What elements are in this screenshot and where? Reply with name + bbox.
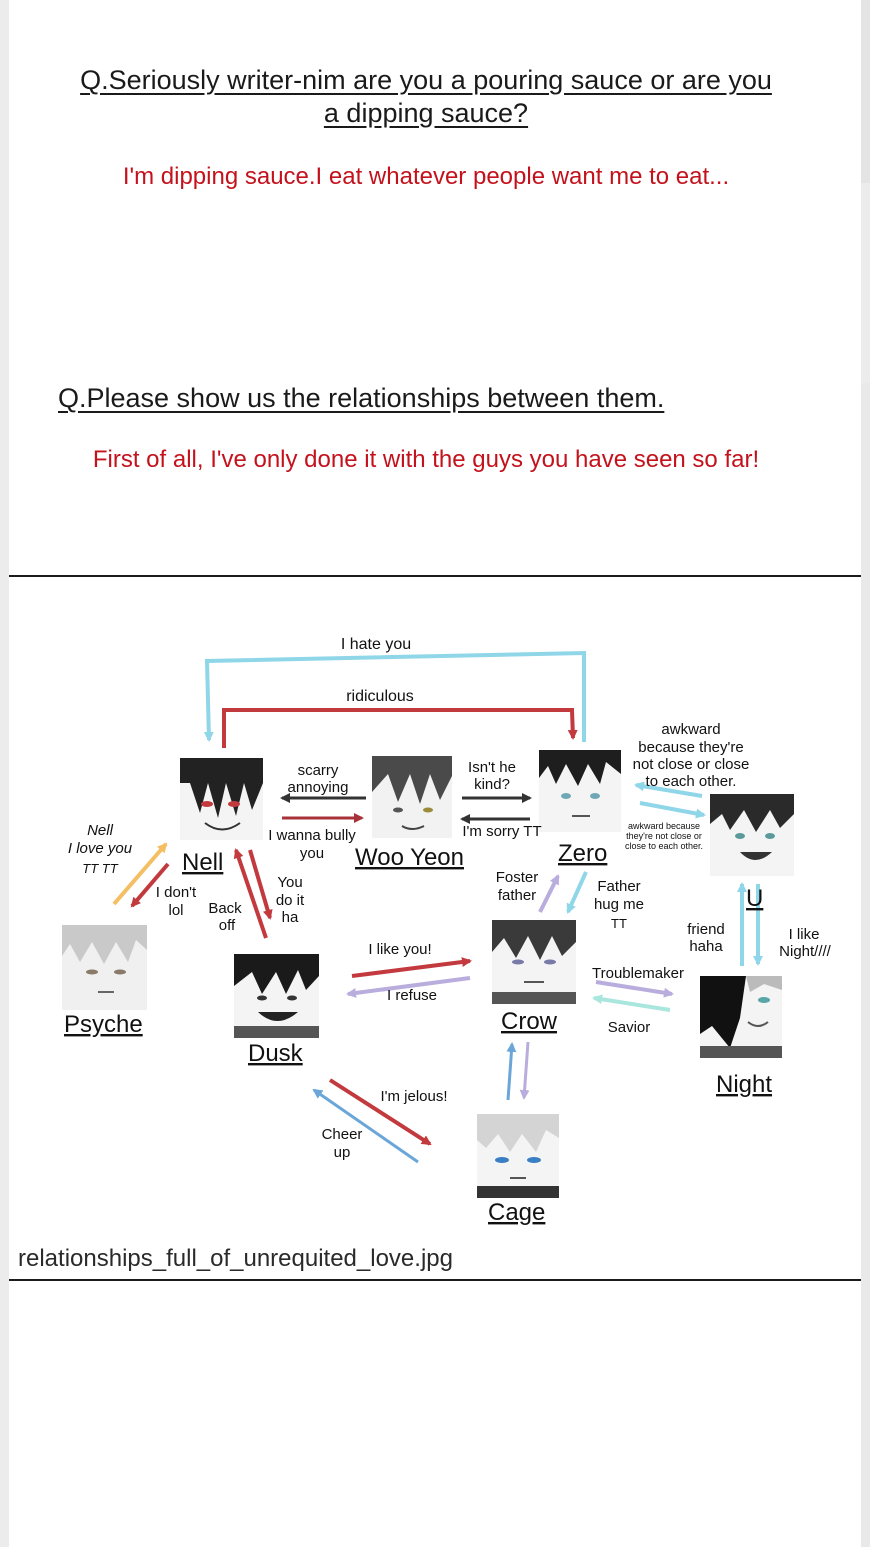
right-edge-shade <box>861 0 870 183</box>
label-you-do-it-3: ha <box>281 909 299 926</box>
u-portrait <box>710 794 794 876</box>
name-zero: Zero <box>558 840 608 867</box>
crow-portrait <box>492 920 576 1004</box>
name-cage: Cage <box>488 1199 546 1226</box>
name-night: Night <box>716 1071 773 1098</box>
arrow-troublemaker <box>596 982 672 994</box>
label-you-do-it-2: do it <box>275 892 305 909</box>
arrow-crow-to-cage <box>524 1042 528 1098</box>
label-i-refuse: I refuse <box>386 987 438 1004</box>
label-awkward-1: awkward <box>661 721 721 738</box>
label-father-hug-1: Father <box>597 878 641 895</box>
label-friend-1: friend <box>687 921 725 938</box>
question-1-line-1: Q.Seriously writer-nim are you a pouring sauce or are you <box>80 65 772 95</box>
psyche-portrait <box>62 925 147 1010</box>
label-scarry: scarry <box>297 762 339 779</box>
name-dusk: Dusk <box>248 1040 303 1067</box>
label-cheer-2: up <box>333 1144 351 1161</box>
arrow-i-like-you <box>352 961 470 976</box>
label-cheer-1: Cheer <box>321 1126 363 1143</box>
label-father-hug-2: hug me <box>593 896 645 913</box>
woo-yeon-portrait <box>372 756 452 838</box>
label-isnt-he: Isn't he <box>468 759 516 776</box>
label-nell-love-2: I love you <box>67 840 133 857</box>
label-nell-love-3: TT TT <box>82 861 118 876</box>
name-crow: Crow <box>501 1008 558 1035</box>
divider-top <box>9 575 861 577</box>
label-savior: Savior <box>607 1019 651 1036</box>
zero-portrait <box>539 750 621 832</box>
name-woo-yeon: Woo Yeon <box>355 844 464 871</box>
label-awkward-2: because they're <box>638 739 744 756</box>
label-i-like-night-1: I like <box>788 926 820 943</box>
divider-bottom <box>9 1279 861 1281</box>
label-i-like-you: I like you! <box>368 941 432 958</box>
label-father-hug-3: TT <box>611 916 627 931</box>
label-you-do-it-1: You <box>277 874 303 891</box>
label-back-off-2: off <box>218 917 236 934</box>
label-you: you <box>299 845 325 862</box>
label-small-awkward-2: they're not close or <box>626 831 702 841</box>
label-foster-2: father <box>497 887 537 904</box>
label-i-hate-you: I hate you <box>340 636 412 653</box>
arrow-you-do-it-ha <box>250 850 270 918</box>
night-portrait <box>700 976 782 1058</box>
relationship-diagram <box>0 578 870 1268</box>
label-annoying: annoying <box>287 779 349 796</box>
label-awkward-3: not close or close <box>632 756 750 773</box>
label-im-sorry: I'm sorry TT <box>462 823 542 840</box>
name-nell: Nell <box>182 849 224 876</box>
label-friend-2: haha <box>689 938 723 955</box>
label-i-like-night-2: Night//// <box>779 943 831 960</box>
arrow-father-hug-me <box>568 872 586 912</box>
label-awkward-4: to each other. <box>645 773 737 790</box>
label-back-off-1: Back <box>208 900 242 917</box>
label-ridiculous: ridiculous <box>346 688 414 705</box>
label-small-awkward-1: awkward because <box>627 821 701 831</box>
label-small-awkward-3: close to each other. <box>624 841 704 851</box>
cage-portrait <box>477 1114 559 1198</box>
label-kind: kind? <box>474 776 510 793</box>
label-nell-love-1: Nell <box>87 822 113 839</box>
label-im-jelous: I'm jelous! <box>380 1088 448 1105</box>
arrow-savior <box>594 998 670 1010</box>
name-psyche: Psyche <box>64 1011 143 1038</box>
arrow-awkward-2 <box>640 803 704 815</box>
arrow-ridiculous <box>224 710 573 748</box>
arrow-foster-father <box>540 876 558 912</box>
name-u: U <box>746 885 764 912</box>
label-i-dont-1: I don't <box>155 884 197 901</box>
label-troublemaker: Troublemaker <box>592 965 684 982</box>
question-2: Q.Please show us the relationships between them. <box>58 383 665 413</box>
arrow-cage-to-crow <box>508 1044 512 1100</box>
label-i-wanna-bully: I wanna bully <box>268 827 356 844</box>
dusk-portrait <box>234 954 319 1038</box>
question-1-line-2: a dipping sauce? <box>323 98 529 128</box>
answer-2: First of all, I've only done it with the guys you have seen so far! <box>92 446 760 473</box>
label-i-dont-2: lol <box>168 902 184 919</box>
nell-portrait <box>180 758 263 840</box>
answer-1: I'm dipping sauce.I eat whatever people want me to eat... <box>122 163 730 190</box>
image-caption: relationships_full_of_unrequited_love.jpg <box>18 1245 453 1272</box>
label-foster-1: Foster <box>495 869 539 886</box>
